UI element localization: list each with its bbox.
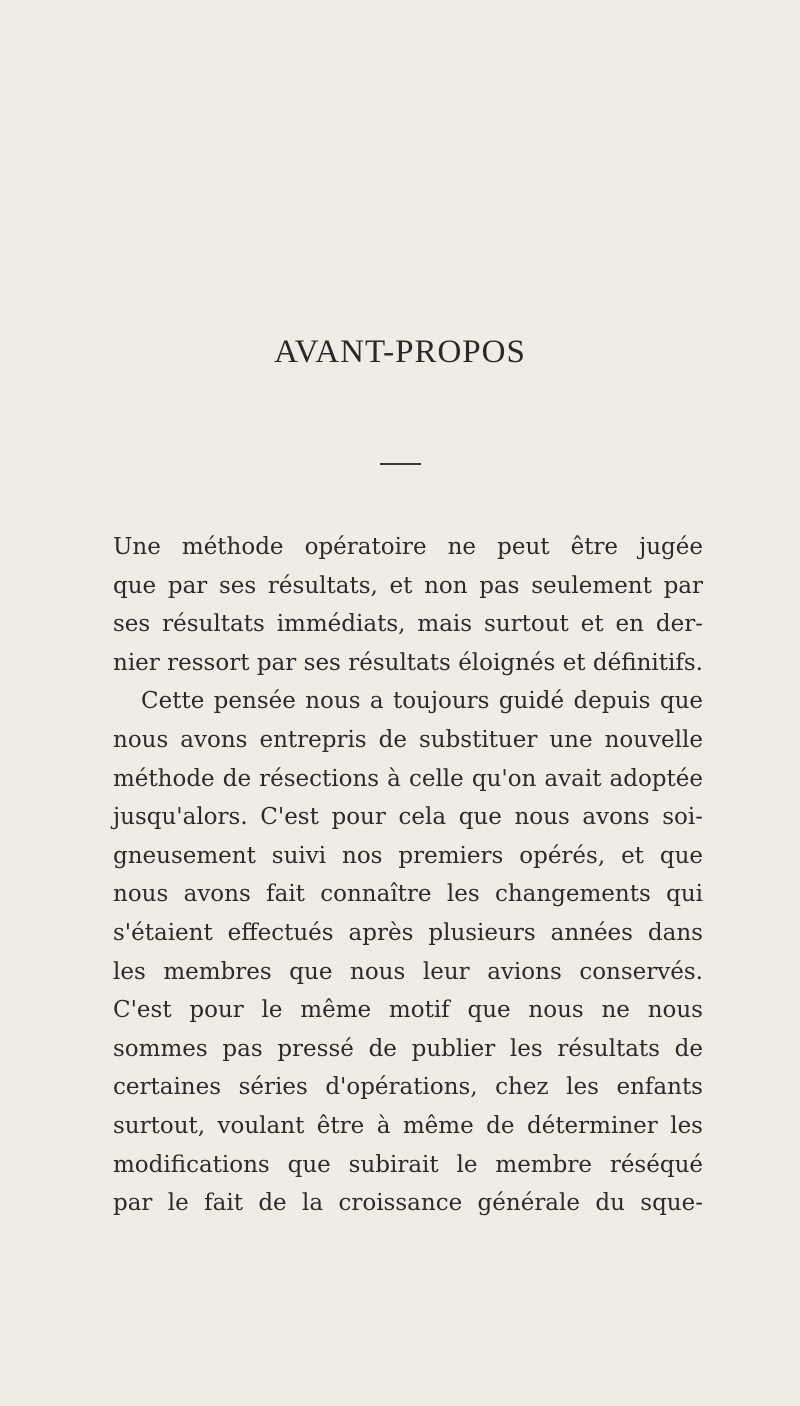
text-line: modifications que subirait le membre réséqué [113,1151,703,1178]
text-line: les membres que nous leur avions conservés. [113,958,703,985]
text-line: jusqu'alors. C'est pour cela que nous avons soi- [113,804,703,831]
text-line: ses résultats immédiats, mais surtout et en der- [113,611,703,638]
text-line: que par ses résultats, et non pas seulement par [113,572,703,599]
body-paragraph [113,528,703,1223]
text-line: sommes pas pressé de publier les résultats de [113,1035,703,1062]
text-line: par le fait de la croissance générale du sque- [113,1190,703,1217]
title-divider [380,463,421,465]
text-line: Cette pensée nous a toujours guidé depuis que [141,688,703,715]
text-line: C'est pour le même motif que nous ne nous [113,997,703,1024]
page-title: AVANT-PROPOS [274,334,526,370]
text-line: certaines séries d'opérations, chez les enfants [113,1074,703,1101]
text-line: s'étaient effectués après plusieurs années dans [113,919,703,946]
text-line: surtout, voulant être à même de déterminer les [113,1112,703,1139]
text-line: nier ressort par ses résultats éloignés et définitifs. [113,649,703,676]
text-line: méthode de résections à celle qu'on avait adoptée [113,765,703,792]
text-line: Une méthode opératoire ne peut être jugée [113,534,703,560]
text-line: nous avons fait connaître les changements qui [113,881,703,908]
text-line: nous avons entrepris de substituer une nouvelle [113,726,703,753]
text-line: gneusement suivi nos premiers opérés, et que [113,842,703,869]
